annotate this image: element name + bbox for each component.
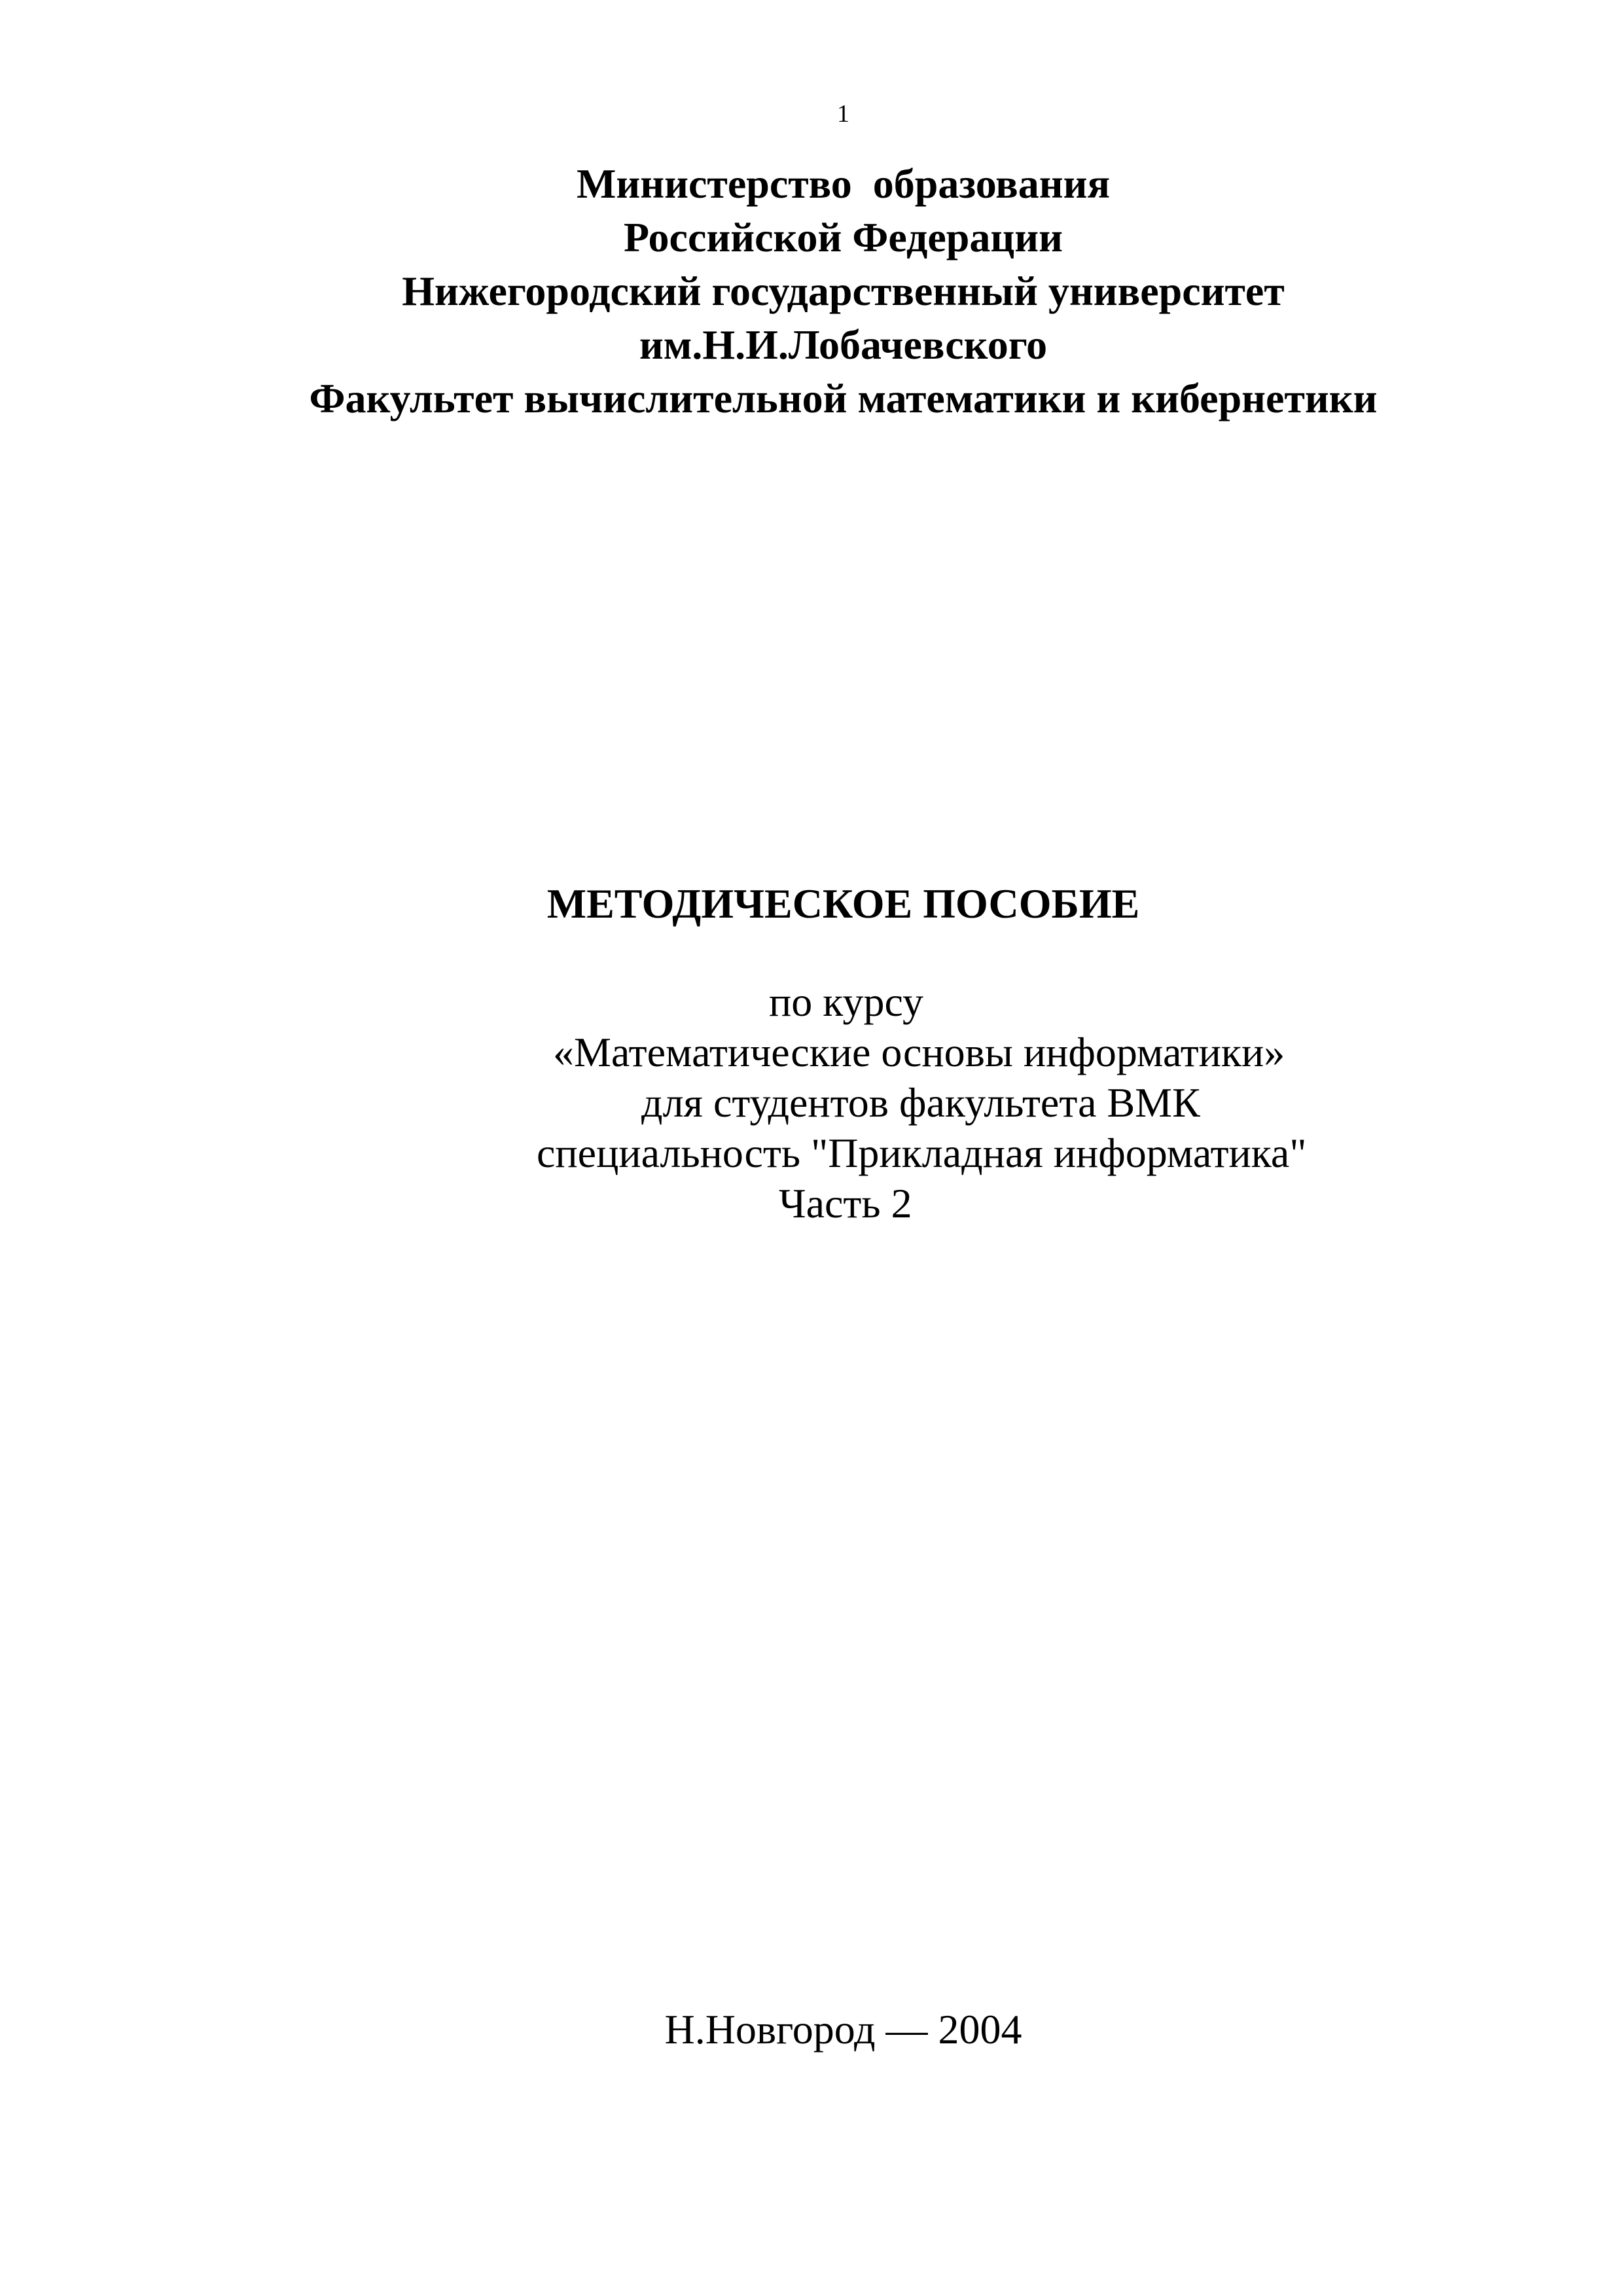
city-year: Н.Новгород — 2004 [664, 2006, 1022, 2053]
course-prefix: по курсу [769, 978, 923, 1025]
faculty-line: Факультет вычислительной математики и кибернетики [309, 375, 1378, 422]
document-title: МЕТОДИЧЕСКОЕ ПОСОБИЕ [546, 880, 1140, 927]
course-part: Часть 2 [779, 1180, 912, 1227]
course-name: «Математические основы информатики» [553, 1029, 1285, 1075]
university-name-line: им.Н.И.Лобачевского [639, 321, 1048, 368]
institution-header [0, 157, 1623, 425]
ministry-line: Министерство образования [576, 160, 1111, 207]
page-number: 1 [837, 100, 849, 128]
course-specialty: специальность "Прикладная информатика" [537, 1130, 1307, 1176]
university-line: Нижегородский государственный университет [402, 268, 1285, 314]
course-audience: для студентов факультета ВМК [641, 1079, 1200, 1126]
federation-line: Российской Федерации [624, 214, 1063, 260]
